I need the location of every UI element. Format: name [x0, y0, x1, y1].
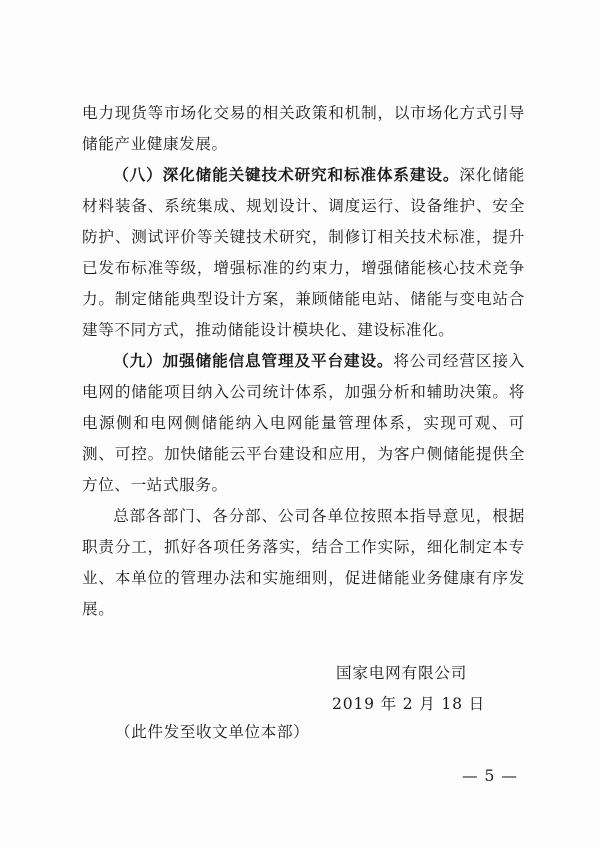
section-heading: （八）深化储能关键技术研究和标准体系建设。 [113, 166, 460, 184]
paragraph-section-9 [82, 346, 525, 501]
signature-block [332, 658, 532, 720]
paragraph-text: 电力现货等市场化交易的相关政策和机制，以市场化方式引导储能产业健康发展。 [82, 104, 525, 153]
signing-date: 2019 年 2 月 18 日 [332, 695, 486, 713]
document-body [82, 98, 525, 625]
paragraph-section-8 [82, 160, 525, 346]
page-number: — 5 — [462, 767, 519, 785]
section-heading: （九）加强储能信息管理及平台建设。 [113, 352, 394, 370]
paragraph-text: 深化储能材料装备、系统集成、规划设计、调度运行、设备维护、安全防护、测试评价等关键技术研究，制修订相关技术标准，提升已发布标准等级，增强标准的约束力，增强储能核心技术竞争力。制定储能典型设计方案，兼顾储能电站、储能与变电站合建等不同方式，推动储能设计模块化、建设标准化。 [82, 166, 525, 339]
paragraph-text: 将公司经营区接入电网的储能项目纳入公司统计体系，加强分析和辅助决策。将电源侧和电网侧储能纳入电网能量管理体系，实现可观、可测、可控。加快储能云平台建设和应用，为客户侧储能提供全方位、一站式服务。 [82, 352, 526, 494]
signing-organization: 国家电网有限公司 [336, 664, 468, 682]
paragraph-continuation [82, 98, 525, 160]
paragraph-closing [82, 501, 525, 625]
distribution-note: （此件发至收文单位本部） [115, 723, 310, 741]
paragraph-text: 总部各部门、各分部、公司各单位按照本指导意见，根据职责分工，抓好各项任务落实，结合工作实际，细化制定本专业、本单位的管理办法和实施细则，促进储能业务健康有序发展。 [82, 507, 525, 618]
